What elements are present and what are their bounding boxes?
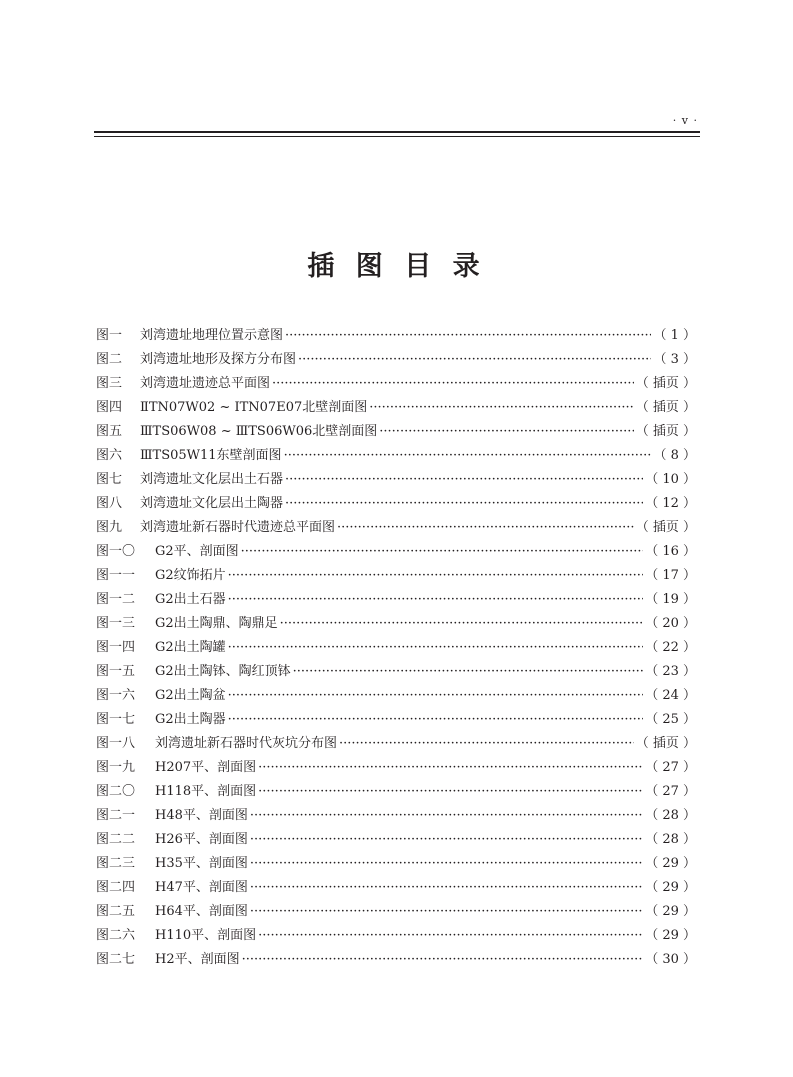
toc-entry-title: H26平、剖面图 [155,832,248,847]
toc-entry-page: （ 29 ） [645,928,696,943]
toc-entry-title: 刘湾遗址遗迹总平面图 [140,376,271,391]
toc-entry-number: 图二四 [96,880,136,895]
toc-entry-title: G2纹饰拓片 [155,568,226,583]
toc-entry-number: 图二二 [96,832,136,847]
toc-entry [96,612,696,636]
toc-entry-title: 刘湾遗址文化层出土石器 [140,472,284,487]
toc-entry-number: 图四 [96,400,123,415]
toc-leader-dots [250,876,643,900]
toc-entry-page: （ 22 ） [645,640,696,655]
toc-entry [96,492,696,516]
toc-entry-number: 图八 [96,496,123,511]
toc-leader-dots [285,468,643,492]
toc-entry-title: G2平、剖面图 [155,544,239,559]
toc-entry [96,852,696,876]
toc-entry [96,660,696,684]
toc-entry [96,540,696,564]
toc-entry-page: （ 插页 ） [635,736,696,751]
toc-entry-page: （ 25 ） [645,712,696,727]
toc-entry-page: （ 29 ） [645,856,696,871]
toc-entry-title: ⅢTS06W08 ~ ⅢTS06W06北壁剖面图 [140,424,378,439]
toc-entry-page: （ 29 ） [645,880,696,895]
toc-leader-dots [293,660,644,684]
toc-entry-page: （ 插页 ） [635,424,696,439]
toc-leader-dots [369,396,633,420]
toc-entry-title: H110平、剖面图 [155,928,257,943]
toc-entry-page: （ 插页 ） [635,376,696,391]
toc-entry [96,372,696,396]
toc-entry-number: 图七 [96,472,123,487]
toc-entry-title: H64平、剖面图 [155,904,248,919]
toc-entry-number: 图二 [96,352,123,367]
toc-entry [96,564,696,588]
toc-entry [96,780,696,804]
toc-entry [96,396,696,420]
toc-leader-dots [258,780,643,804]
toc-entry-number: 图一九 [96,760,136,775]
toc-entry-title: H47平、剖面图 [155,880,248,895]
toc-entry-title: H207平、剖面图 [155,760,257,775]
toc-leader-dots [250,828,643,852]
toc-entry [96,420,696,444]
toc-entry-number: 图二一 [96,808,136,823]
toc-entry [96,636,696,660]
toc-entry-title: G2出土陶钵、陶红顶钵 [155,664,291,679]
toc-leader-dots [258,756,643,780]
toc-entry-title: G2出土陶鼎、陶鼎足 [155,616,278,631]
toc-entry-page: （ 24 ） [645,688,696,703]
toc-entry [96,876,696,900]
toc-entry-page: （ 20 ） [645,616,696,631]
toc-entry [96,684,696,708]
toc-entry-page: （ 12 ） [645,496,696,511]
page-title: 插 图 目 录 [307,251,486,282]
toc-entry [96,828,696,852]
toc-entry-title: H118平、剖面图 [155,784,257,799]
toc-entry-title: ⅢTS05W11东壁剖面图 [140,448,282,463]
toc-entry-title: 刘湾遗址新石器时代遗迹总平面图 [140,520,336,535]
toc-entry-number: 图一四 [96,640,136,655]
toc-entry-number: 图一 [96,328,123,343]
toc-entry-number: 图一七 [96,712,136,727]
toc-entry-page: （ 17 ） [645,568,696,583]
toc-leader-dots [250,852,643,876]
toc-entry [96,324,696,348]
toc-entry-title: 刘湾遗址地形及探方分布图 [140,352,297,367]
toc-entry-page: （ 16 ） [645,544,696,559]
toc-entry-title: H48平、剖面图 [155,808,248,823]
toc-entry-title: ⅡTN07W02 ~ ⅠTN07E07北壁剖面图 [140,400,368,415]
toc-entry-number: 图五 [96,424,123,439]
toc-leader-dots [298,348,651,372]
toc-entry-page: （ 28 ） [645,832,696,847]
toc-entry [96,516,696,540]
toc-entry-number: 图六 [96,448,123,463]
toc-entry-page: （ 30 ） [645,952,696,967]
header-rule-thin [94,136,700,137]
toc-leader-dots [258,924,643,948]
toc-entry [96,588,696,612]
toc-leader-dots [285,324,651,348]
toc-entry-page: （ 28 ） [645,808,696,823]
toc-entry [96,948,696,972]
toc-leader-dots [241,540,644,564]
toc-entry-page: （ 10 ） [645,472,696,487]
toc-entry-number: 图三 [96,376,123,391]
toc-entry [96,348,696,372]
toc-entry-title: G2出土石器 [155,592,226,607]
toc-entry [96,756,696,780]
toc-entry-page: （ 插页 ） [635,520,696,535]
toc-leader-dots [250,900,643,924]
toc-entry-number: 图二三 [96,856,136,871]
toc-leader-dots [228,636,644,660]
toc-entry-page: （ 插页 ） [635,400,696,415]
toc-leader-dots [228,588,644,612]
toc-entry [96,444,696,468]
toc-entry-page: （ 1 ） [653,328,696,343]
toc-leader-dots [242,948,644,972]
toc-entry-number: 图二五 [96,904,136,919]
toc-entry-title: H35平、剖面图 [155,856,248,871]
toc-entry-page: （ 27 ） [645,760,696,775]
toc-leader-dots [280,612,644,636]
toc-entry-number: 图九 [96,520,123,535]
toc-leader-dots [228,564,644,588]
toc-entry-number: 图一三 [96,616,136,631]
header-rule-thick [94,131,700,133]
toc-entry [96,708,696,732]
toc-entry-title: 刘湾遗址地理位置示意图 [140,328,284,343]
toc-entry-title: G2出土陶罐 [155,640,226,655]
toc-entry-title: G2出土陶器 [155,712,226,727]
toc-entry [96,900,696,924]
toc-entry-number: 图一八 [96,736,136,751]
toc-entry-number: 图二六 [96,928,136,943]
toc-entry [96,732,696,756]
toc-leader-dots [337,516,634,540]
toc-entry-number: 图二七 [96,952,136,967]
toc-entry-number: 图一〇 [96,544,136,559]
toc-entry-title: H2平、剖面图 [155,952,240,967]
page-number: · v · [672,114,698,127]
toc-entry-title: 刘湾遗址新石器时代灰坑分布图 [155,736,338,751]
toc-entry [96,468,696,492]
toc-entry [96,924,696,948]
toc-entry-title: 刘湾遗址文化层出土陶器 [140,496,284,511]
toc-list [96,324,696,972]
toc-leader-dots [228,708,644,732]
toc-entry-number: 图一一 [96,568,136,583]
toc-entry-title: G2出土陶盆 [155,688,226,703]
toc-entry-page: （ 8 ） [653,448,696,463]
toc-entry [96,804,696,828]
toc-entry-page: （ 19 ） [645,592,696,607]
toc-entry-number: 图一五 [96,664,136,679]
toc-entry-page: （ 3 ） [653,352,696,367]
toc-entry-page: （ 29 ） [645,904,696,919]
toc-leader-dots [272,372,634,396]
toc-leader-dots [379,420,633,444]
toc-leader-dots [284,444,652,468]
toc-entry-number: 图二〇 [96,784,136,799]
toc-leader-dots [285,492,643,516]
toc-leader-dots [228,684,644,708]
toc-leader-dots [339,732,634,756]
toc-entry-number: 图一二 [96,592,136,607]
toc-leader-dots [250,804,643,828]
toc-entry-number: 图一六 [96,688,136,703]
toc-entry-page: （ 27 ） [645,784,696,799]
toc-entry-page: （ 23 ） [645,664,696,679]
